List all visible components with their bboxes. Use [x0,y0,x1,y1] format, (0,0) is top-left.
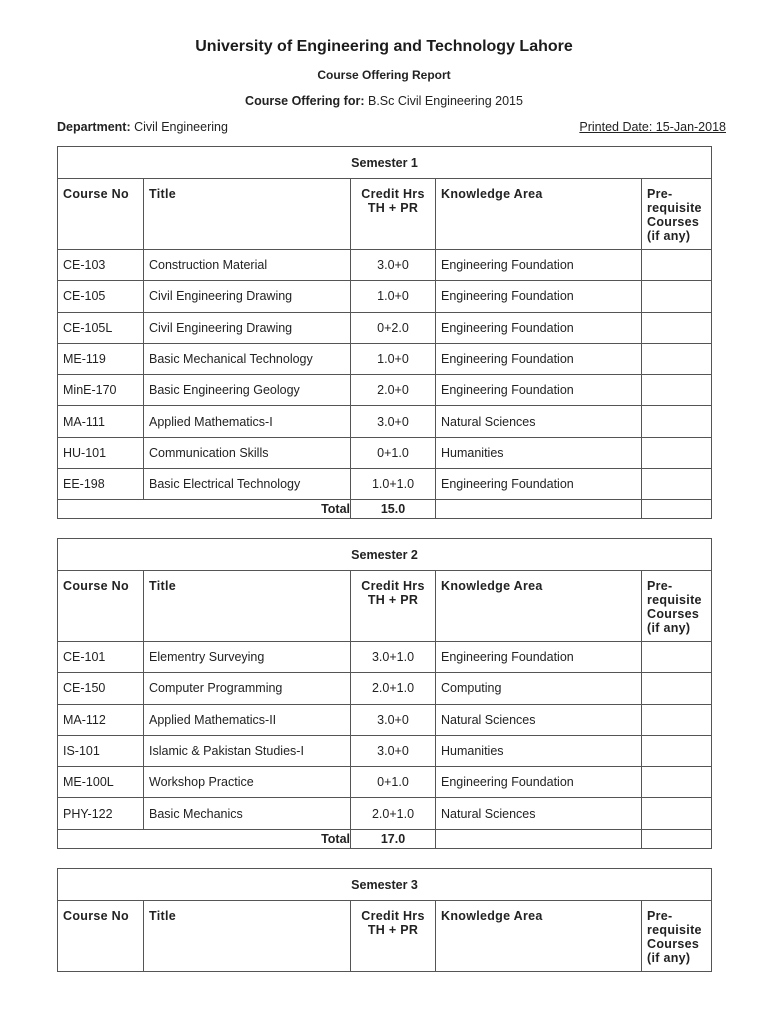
offering-label: Course Offering for: [245,94,365,108]
credit-hours: 2.0+1.0 [351,798,436,829]
offering-value: B.Sc Civil Engineering 2015 [367,94,523,108]
table-row [58,281,712,312]
col-credit-line2: TH + PR [367,923,419,937]
credit-hours: 3.0+1.0 [351,642,436,673]
table-row [58,312,712,343]
semester-heading-row [58,539,712,571]
department-line [57,120,228,134]
credit-hours: 0+1.0 [351,437,436,468]
table-row [58,704,712,735]
course-title: Basic Engineering Geology [144,375,351,406]
printed-date: Printed Date: 15-Jan-2018 [579,120,726,134]
col-credit-line1: Credit Hrs [361,579,425,593]
course-title: Basic Mechanics [144,798,351,829]
col-course-no: Course No [58,179,144,250]
col-title: Title [144,179,351,250]
course-title: Applied Mathematics-I [144,406,351,437]
course-no: EE-198 [58,469,144,500]
col-prerequisite: Pre-requisite Courses (if any) [642,179,712,250]
credit-hours: 2.0+1.0 [351,673,436,704]
knowledge-area: Natural Sciences [436,798,642,829]
table-row [58,437,712,468]
credit-hours: 3.0+0 [351,704,436,735]
prerequisite [642,704,712,735]
table-row [58,642,712,673]
total-label: Total [58,500,351,519]
total-empty-cell [436,829,642,848]
semester-name: Semester 2 [58,539,712,571]
table-row [58,343,712,374]
course-title: Islamic & Pakistan Studies-I [144,735,351,766]
column-header-row [58,571,712,642]
col-credit-line2: TH + PR [367,201,419,215]
course-title: Communication Skills [144,437,351,468]
table-row [58,469,712,500]
course-no: CE-105L [58,312,144,343]
total-empty-cell [436,500,642,519]
course-no: PHY-122 [58,798,144,829]
semester-table [57,868,712,972]
col-course-no: Course No [58,571,144,642]
knowledge-area: Engineering Foundation [436,312,642,343]
credit-hours: 2.0+0 [351,375,436,406]
total-row [58,829,712,848]
prerequisite [642,375,712,406]
col-credit-line1: Credit Hrs [361,909,425,923]
course-no: CE-150 [58,673,144,704]
semester-heading-row [58,869,712,901]
credit-hours: 1.0+0 [351,343,436,374]
knowledge-area: Humanities [436,437,642,468]
col-credit-line1: Credit Hrs [361,187,425,201]
prerequisite [642,767,712,798]
semester-heading-row [58,147,712,179]
course-title: Computer Programming [144,673,351,704]
knowledge-area: Humanities [436,735,642,766]
col-title: Title [144,571,351,642]
credit-hours: 3.0+0 [351,406,436,437]
knowledge-area: Engineering Foundation [436,281,642,312]
knowledge-area: Natural Sciences [436,406,642,437]
course-no: CE-105 [58,281,144,312]
credit-hours: 3.0+0 [351,250,436,281]
knowledge-area: Engineering Foundation [436,469,642,500]
university-title: University of Engineering and Technology Lahore [195,38,573,55]
course-title: Workshop Practice [144,767,351,798]
course-no: MA-111 [58,406,144,437]
course-title: Basic Electrical Technology [144,469,351,500]
col-prerequisite: Pre-requisite Courses (if any) [642,571,712,642]
course-no: MinE-170 [58,375,144,406]
prerequisite [642,281,712,312]
prerequisite [642,406,712,437]
col-knowledge-area: Knowledge Area [436,901,642,972]
total-empty-cell [642,829,712,848]
department-value: Civil Engineering [134,120,228,134]
col-prerequisite: Pre-requisite Courses (if any) [642,901,712,972]
course-no: MA-112 [58,704,144,735]
prerequisite [642,312,712,343]
course-no: IS-101 [58,735,144,766]
credit-hours: 1.0+1.0 [351,469,436,500]
credit-hours: 1.0+0 [351,281,436,312]
knowledge-area: Engineering Foundation [436,343,642,374]
course-no: CE-103 [58,250,144,281]
col-knowledge-area: Knowledge Area [436,179,642,250]
prerequisite [642,735,712,766]
course-no: CE-101 [58,642,144,673]
table-row [58,406,712,437]
course-no: HU-101 [58,437,144,468]
course-no: ME-100L [58,767,144,798]
knowledge-area: Engineering Foundation [436,642,642,673]
semester-name: Semester 3 [58,869,712,901]
table-row [58,767,712,798]
knowledge-area: Engineering Foundation [436,250,642,281]
course-no: ME-119 [58,343,144,374]
total-credit-hours: 17.0 [351,829,436,848]
credit-hours: 0+1.0 [351,767,436,798]
col-credit-hrs [351,179,436,250]
column-header-row [58,901,712,972]
col-course-no: Course No [58,901,144,972]
col-title: Title [144,901,351,972]
table-row [58,798,712,829]
prerequisite [642,343,712,374]
col-credit-hrs [351,571,436,642]
semester-name: Semester 1 [58,147,712,179]
report-title: Course Offering Report [317,68,451,82]
semester-table [57,538,712,849]
prerequisite [642,642,712,673]
col-credit-line2: TH + PR [367,593,419,607]
knowledge-area: Natural Sciences [436,704,642,735]
total-empty-cell [642,500,712,519]
col-credit-hrs [351,901,436,972]
prerequisite [642,798,712,829]
table-row [58,250,712,281]
prerequisite [642,250,712,281]
knowledge-area: Engineering Foundation [436,375,642,406]
course-title: Construction Material [144,250,351,281]
col-knowledge-area: Knowledge Area [436,571,642,642]
course-offering-line [0,94,768,108]
total-label: Total [58,829,351,848]
table-row [58,735,712,766]
total-credit-hours: 15.0 [351,500,436,519]
course-title: Applied Mathematics-II [144,704,351,735]
course-title: Basic Mechanical Technology [144,343,351,374]
prerequisite [642,437,712,468]
prerequisite [642,469,712,500]
table-row [58,375,712,406]
prerequisite [642,673,712,704]
table-row [58,673,712,704]
course-title: Civil Engineering Drawing [144,281,351,312]
credit-hours: 3.0+0 [351,735,436,766]
knowledge-area: Computing [436,673,642,704]
total-row [58,500,712,519]
course-title: Civil Engineering Drawing [144,312,351,343]
knowledge-area: Engineering Foundation [436,767,642,798]
department-label: Department: [57,120,131,134]
column-header-row [58,179,712,250]
course-title: Elementry Surveying [144,642,351,673]
credit-hours: 0+2.0 [351,312,436,343]
semester-table [57,146,712,519]
